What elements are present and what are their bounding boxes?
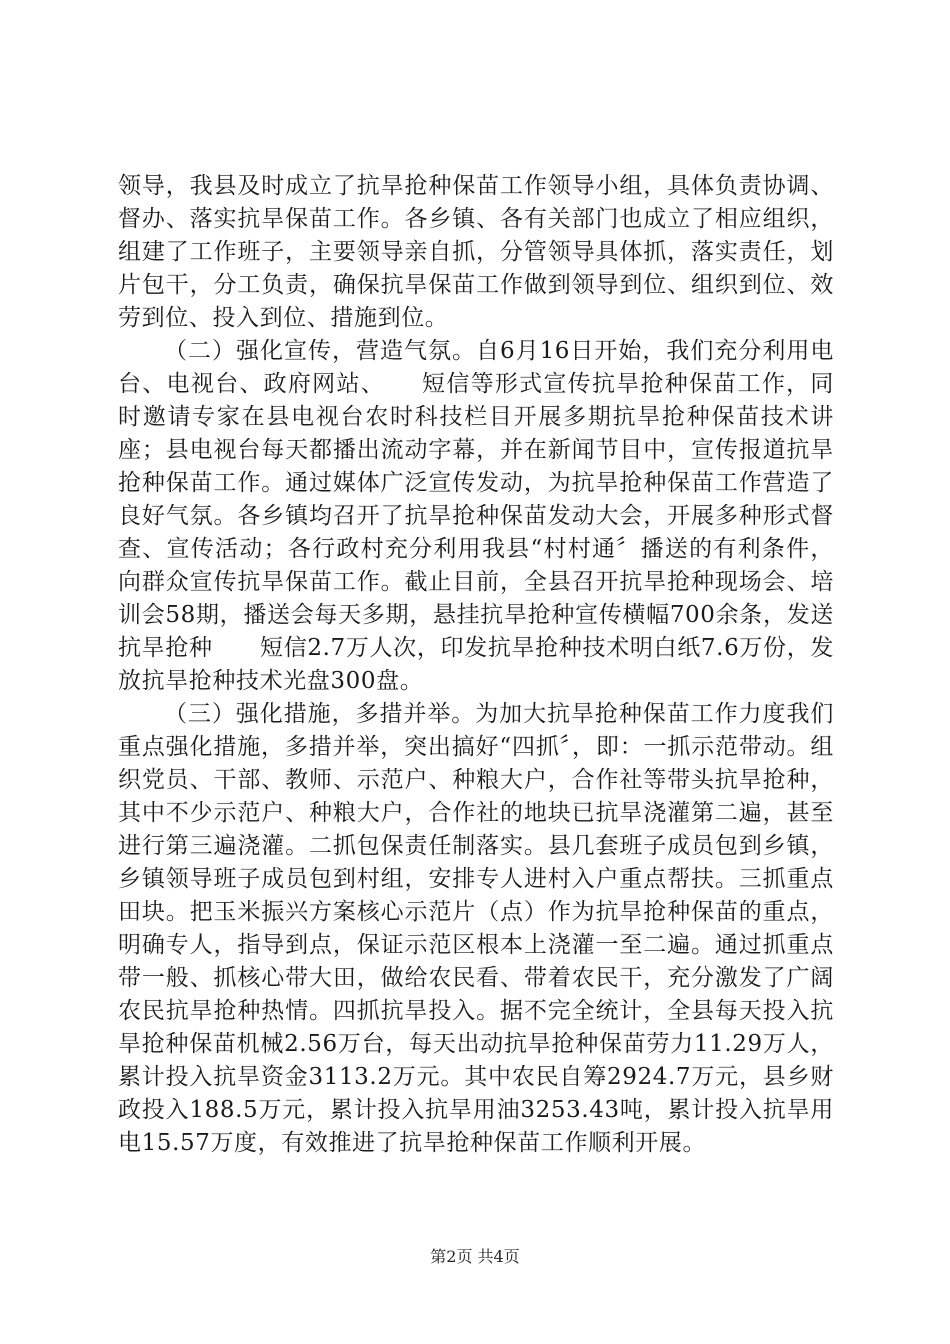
paragraph-publicity: （二）强化宣传，营造气氛。自6月16日开始，我们充分利用电台、电视台、政府网站、 短信等形式宣传抗旱抢种保苗工作，同时邀请专家在县电视台农时科技栏目开展多期抗旱抢种保苗技术讲座；县电视台每天都播出流动字幕，并在新闻节目中，宣传报道抗旱抢种保苗工作。通过媒体广泛宣传发动，为抗旱抢种保苗工作营造了良好气氛。各乡镇均召开了抗旱抢种保苗发动大会，开展多种形式督查、宣传活动；各行政村充分利用我县“村村通〞播送的有利条件，向群众宣传抗旱保苗工作。截止目前，全县召开抗旱抢种现场会、培训会58期，播送会每天多期，悬挂抗旱抢种宣传横幅700余条，发送抗旱抢种 短信2.7万人次，印发抗旱抢种技术明白纸7.6万份，发放抗旱抢种技术光盘300盘。 (118, 338, 834, 694)
document-body (118, 170, 834, 1160)
paragraph-leadership: 领导，我县及时成立了抗旱抢种保苗工作领导小组，具体负责协调、督办、落实抗旱保苗工作。各乡镇、各有关部门也成立了相应组织，组建了工作班子，主要领导亲自抓，分管领导具体抓，落实责任，划片包干，分工负责，确保抗旱保苗工作做到领导到位、组织到位、效劳到位、投入到位、措施到位。 (118, 173, 834, 331)
page-number-footer: 第2页 共4页 (430, 1247, 520, 1266)
paragraph-measures: （三）强化措施，多措并举。为加大抗旱抢种保苗工作力度我们重点强化措施，多措并举，突出搞好“四抓〞，即：一抓示范带动。组织党员、干部、教师、示范户、种粮大户，合作社等带头抗旱抢种，其中不少示范户、种粮大户，合作社的地块已抗旱浇灌第二遍，甚至进行第三遍浇灌。二抓包保责任制落实。县几套班子成员包到乡镇，乡镇领导班子成员包到村组，安排专人进村入户重点帮扶。三抓重点田块。把玉米振兴方案核心示范片（点）作为抗旱抢种保苗的重点，明确专人，指导到点，保证示范区根本上浇灌一至二遍。通过抓重点带一般、抓核心带大田，做给农民看、带着农民干，充分激发了广阔农民抗旱抢种热情。四抓抗旱投入。据不完全统计，全县每天投入抗旱抢种保苗机械2.56万台，每天出动抗旱抢种保苗劳力11.29万人，累计投入抗旱资金3113.2万元。其中农民自筹2924.7万元，县乡财政投入188.5万元，累计投入抗旱用油3253.43吨，累计投入抗旱用电15.57万度，有效推进了抗旱抢种保苗工作顺利开展。 (118, 701, 834, 1156)
